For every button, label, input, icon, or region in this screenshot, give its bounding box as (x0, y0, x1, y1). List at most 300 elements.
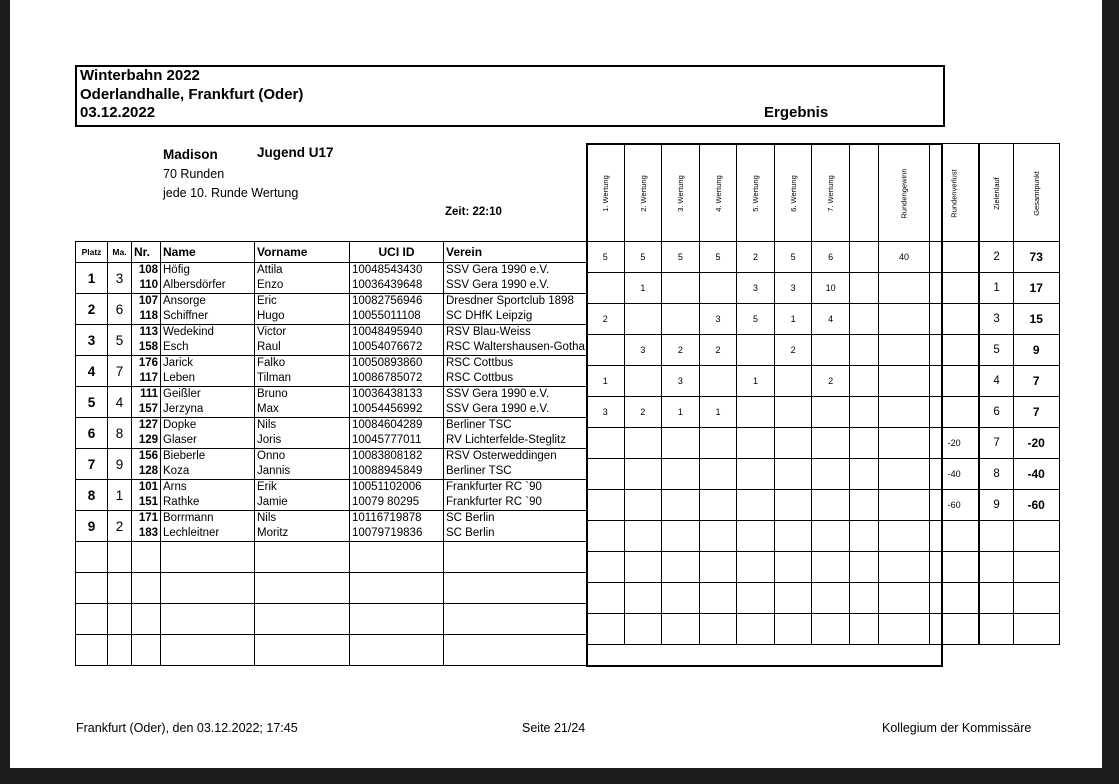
surname-cell (161, 418, 255, 449)
empty-cell (444, 635, 587, 666)
first-name-cell-line: Raul (257, 341, 281, 353)
surname-cell (161, 387, 255, 418)
empty-score-cell (929, 614, 979, 645)
results-table (75, 241, 587, 666)
score-cell (737, 490, 775, 521)
uci-id-cell-line: 10055011108 (352, 310, 421, 322)
empty-score-cell (699, 614, 737, 645)
race-time: Zeit: 22:10 (445, 206, 502, 218)
score-cell (699, 273, 737, 304)
footer-place-date: Frankfurt (Oder), den 03.12.2022; 17:45 (76, 721, 298, 735)
score-cell (929, 366, 979, 397)
empty-score-cell (737, 614, 775, 645)
surname-cell-line: Albersdörfer (163, 279, 226, 291)
score-cell (812, 428, 850, 459)
empty-table-row (76, 604, 587, 635)
score-cell (624, 304, 662, 335)
first-name-cell-line: Jamie (257, 496, 288, 508)
race-name: Madison (163, 147, 218, 162)
surname-cell-line: Leben (163, 372, 195, 384)
empty-cell (350, 635, 444, 666)
club-cell-line: Berliner TSC (446, 419, 512, 431)
score-cell (878, 335, 929, 366)
placing-cell: 5 (76, 387, 108, 418)
score-cell (849, 459, 878, 490)
empty-score-cell (587, 614, 625, 645)
score-cell: 9 (1013, 335, 1059, 366)
first-name-cell (255, 294, 350, 325)
footer-page-number: Seite 21/24 (522, 721, 586, 735)
bib-number-cell (132, 480, 161, 511)
surname-cell-line: Bieberle (163, 450, 206, 462)
empty-score-cell (662, 521, 700, 552)
club-cell (444, 480, 587, 511)
score-cell: 1 (774, 304, 812, 335)
first-name-cell-line: Tilman (257, 372, 292, 384)
surname-cell-line: Jarick (163, 357, 194, 369)
empty-score-cell (979, 583, 1013, 614)
placing-cell: 3 (76, 325, 108, 356)
score-cell: 2 (774, 335, 812, 366)
surname-cell (161, 356, 255, 387)
score-cell (774, 490, 812, 521)
table-row (76, 294, 587, 325)
club-cell-line: RSC Cottbus (446, 372, 514, 384)
score-header-cell (737, 144, 775, 242)
empty-score-cell (774, 552, 812, 583)
score-row (587, 490, 1060, 521)
club-cell-line: SSV Gera 1990 e.V. (446, 264, 550, 276)
bib-number-cell (132, 418, 161, 449)
bib-number-cell-line: 128 (138, 465, 158, 477)
footer-signatory: Kollegium der Kommissäre (882, 721, 1032, 735)
madison-number-cell: 4 (108, 387, 132, 418)
score-row (587, 428, 1060, 459)
bib-number-cell (132, 356, 161, 387)
score-cell: 7 (979, 428, 1013, 459)
bib-number-cell-line: 127 (138, 419, 158, 431)
uci-id-cell-line: 10116719878 (352, 512, 422, 524)
score-cell: 8 (979, 459, 1013, 490)
club-cell (444, 418, 587, 449)
surname-cell (161, 480, 255, 511)
empty-score-cell (929, 552, 979, 583)
score-cell: 3 (774, 273, 812, 304)
score-cell (774, 397, 812, 428)
empty-cell (161, 635, 255, 666)
score-cell (812, 397, 850, 428)
score-cell: 5 (662, 242, 700, 273)
score-cell: 5 (979, 335, 1013, 366)
empty-cell (76, 635, 108, 666)
surname-cell (161, 511, 255, 542)
score-header-label: Rundengewinn (899, 167, 909, 219)
race-scoring: jede 10. Runde Wertung (163, 186, 299, 200)
score-cell (737, 335, 775, 366)
score-header-label: 4. Wertung (713, 174, 723, 212)
club-cell-line: SSV Gera 1990 e.V. (446, 388, 550, 400)
score-header-cell (878, 144, 929, 242)
empty-cell (444, 604, 587, 635)
empty-score-cell (878, 614, 929, 645)
score-cell (624, 459, 662, 490)
surname-cell-line: Glaser (163, 434, 197, 446)
uci-id-cell-line: 10079719836 (352, 527, 423, 539)
score-header-label: Rundenverlust (949, 168, 959, 218)
club-cell (444, 263, 587, 294)
score-cell (662, 490, 700, 521)
score-cell (587, 490, 625, 521)
bib-number-cell-line: 113 (139, 326, 158, 338)
score-cell: 3 (979, 304, 1013, 335)
score-cell: 40 (878, 242, 929, 273)
empty-score-cell (849, 552, 878, 583)
uci-id-cell-line: 10054076672 (352, 341, 423, 353)
score-cell: 10 (812, 273, 850, 304)
score-cell (929, 335, 979, 366)
madison-number-cell: 7 (108, 356, 132, 387)
bib-number-cell-line: 110 (139, 279, 158, 291)
score-cell: 7 (1013, 366, 1059, 397)
score-cell: -60 (1013, 490, 1059, 521)
uci-id-cell-line: 10082756946 (352, 295, 423, 307)
club-cell-line: SC Berlin (446, 512, 495, 524)
col-verein: Verein (444, 242, 587, 263)
uci-id-cell (350, 325, 444, 356)
first-name-cell (255, 418, 350, 449)
event-date: 03.12.2022 (80, 104, 156, 121)
empty-score-cell (662, 583, 700, 614)
score-header-label: 1. Wertung (600, 174, 610, 212)
score-cell: 5 (699, 242, 737, 273)
club-cell-line: RSC Waltershausen-Gotha (446, 341, 585, 353)
score-cell (929, 242, 979, 273)
empty-score-cell (878, 521, 929, 552)
empty-score-cell (662, 552, 700, 583)
madison-number-cell: 2 (108, 511, 132, 542)
empty-cell (255, 542, 350, 573)
empty-score-cell (878, 552, 929, 583)
score-header-cell (929, 144, 979, 242)
score-cell: 1 (737, 366, 775, 397)
score-header-label: 7. Wertung (826, 174, 836, 212)
score-cell (878, 459, 929, 490)
first-name-cell (255, 325, 350, 356)
score-header-cell (587, 144, 625, 242)
surname-cell-line: Lechleitner (163, 527, 220, 539)
first-name-cell-line: Bruno (257, 388, 288, 400)
madison-number-cell: 1 (108, 480, 132, 511)
madison-number-cell: 3 (108, 263, 132, 294)
score-cell (878, 490, 929, 521)
score-cell: 2 (587, 304, 625, 335)
madison-number-cell: 6 (108, 294, 132, 325)
club-cell-line: Dresdner Sportclub 1898 (446, 295, 574, 307)
uci-id-cell-line: 10086785072 (352, 372, 423, 384)
empty-cell (108, 542, 132, 573)
score-cell (878, 304, 929, 335)
uci-id-cell-line: 10054456992 (352, 403, 423, 415)
empty-cell (132, 604, 161, 635)
first-name-cell (255, 449, 350, 480)
score-cell: 2 (624, 397, 662, 428)
madison-number-cell: 8 (108, 418, 132, 449)
empty-cell (108, 604, 132, 635)
score-table (586, 143, 1060, 645)
uci-id-cell-line: 10083808182 (352, 450, 423, 462)
surname-cell-line: Wedekind (163, 326, 214, 338)
empty-cell (161, 542, 255, 573)
score-row (587, 366, 1060, 397)
score-cell: 1 (699, 397, 737, 428)
score-cell: 1 (587, 366, 625, 397)
score-cell (929, 397, 979, 428)
score-cell: 7 (1013, 397, 1059, 428)
empty-score-cell (774, 583, 812, 614)
table-row (76, 511, 587, 542)
score-cell: 3 (662, 366, 700, 397)
score-cell: 1 (979, 273, 1013, 304)
empty-score-cell (878, 583, 929, 614)
empty-score-cell (587, 552, 625, 583)
score-header-cell (774, 144, 812, 242)
score-header-label: 3. Wertung (675, 174, 685, 212)
empty-cell (108, 573, 132, 604)
bib-number-cell (132, 263, 161, 294)
score-header-label: 6. Wertung (788, 174, 798, 212)
club-cell-line: SC Berlin (446, 527, 495, 539)
score-cell: 2 (979, 242, 1013, 273)
bib-number-cell-line: 156 (138, 450, 158, 462)
score-cell (849, 397, 878, 428)
score-header-label: 2. Wertung (638, 174, 648, 212)
score-cell: 3 (737, 273, 775, 304)
placing-cell: 6 (76, 418, 108, 449)
score-cell (849, 366, 878, 397)
score-cell (812, 459, 850, 490)
club-cell-line: RV Lichterfelde-Steglitz (446, 434, 566, 446)
score-cell (774, 459, 812, 490)
first-name-cell-line: Eric (257, 295, 277, 307)
empty-cell (350, 573, 444, 604)
club-cell (444, 511, 587, 542)
uci-id-cell-line: 10048495940 (352, 326, 423, 338)
surname-cell (161, 325, 255, 356)
surname-cell (161, 263, 255, 294)
empty-cell (132, 635, 161, 666)
score-header-label: 5. Wertung (751, 174, 761, 212)
empty-cell (255, 604, 350, 635)
first-name-cell-line: Enzo (257, 279, 284, 291)
event-title: Winterbahn 2022 (80, 67, 200, 84)
score-cell (878, 397, 929, 428)
table-row (76, 325, 587, 356)
empty-score-cell (849, 614, 878, 645)
empty-score-cell (812, 521, 850, 552)
surname-cell-line: Arns (163, 481, 187, 493)
score-header-cell (624, 144, 662, 242)
club-cell-line: SSV Gera 1990 e.V. (446, 403, 550, 415)
table-row (76, 418, 587, 449)
surname-cell (161, 294, 255, 325)
table-header-row (76, 242, 587, 263)
uci-id-cell (350, 356, 444, 387)
empty-cell (444, 573, 587, 604)
table-row (76, 449, 587, 480)
club-cell-line: Frankfurter RC `90 (446, 496, 542, 508)
surname-cell-line: Borrmann (163, 512, 214, 524)
empty-cell (76, 573, 108, 604)
empty-cell (350, 542, 444, 573)
bib-number-cell-line: 117 (139, 372, 158, 384)
score-cell (699, 366, 737, 397)
result-label: Ergebnis (764, 104, 829, 121)
first-name-cell-line: Onno (257, 450, 286, 462)
first-name-cell-line: Hugo (257, 310, 285, 322)
bib-number-cell-line: 107 (138, 295, 158, 307)
club-cell-line: SSV Gera 1990 e.V. (446, 279, 550, 291)
score-cell (662, 459, 700, 490)
uci-id-cell (350, 449, 444, 480)
empty-score-cell (774, 521, 812, 552)
first-name-cell (255, 387, 350, 418)
empty-score-row (587, 614, 1060, 645)
score-cell (774, 428, 812, 459)
empty-score-cell (979, 552, 1013, 583)
score-cell (624, 428, 662, 459)
club-cell-line: Frankfurter RC `90 (446, 481, 542, 493)
score-header-cell (812, 144, 850, 242)
placing-cell: 9 (76, 511, 108, 542)
score-cell (737, 428, 775, 459)
race-category: Jugend U17 (257, 145, 334, 160)
empty-score-row (587, 552, 1060, 583)
club-cell (444, 294, 587, 325)
surname-cell-line: Rathke (163, 496, 200, 508)
col-name: Name (161, 242, 255, 263)
empty-score-cell (737, 552, 775, 583)
uci-id-cell-line: 10036438133 (352, 388, 423, 400)
bib-number-cell-line: 158 (138, 341, 158, 353)
bib-number-cell-line: 129 (138, 434, 158, 446)
empty-score-cell (737, 521, 775, 552)
placing-cell: 2 (76, 294, 108, 325)
score-cell (587, 459, 625, 490)
empty-score-row (587, 521, 1060, 552)
first-name-cell (255, 511, 350, 542)
empty-score-cell (979, 521, 1013, 552)
score-header-cell (1013, 144, 1059, 242)
first-name-cell-line: Nils (257, 419, 277, 431)
score-cell: 3 (587, 397, 625, 428)
bib-number-cell-line: 108 (138, 264, 158, 276)
empty-score-cell (774, 614, 812, 645)
first-name-cell-line: Nils (257, 512, 277, 524)
empty-score-cell (1013, 583, 1059, 614)
score-header-cell (699, 144, 737, 242)
score-cell (699, 459, 737, 490)
placing-cell: 1 (76, 263, 108, 294)
first-name-cell-line: Joris (257, 434, 282, 446)
uci-id-cell-line: 10036439648 (352, 279, 423, 291)
surname-cell (161, 449, 255, 480)
placing-cell: 8 (76, 480, 108, 511)
first-name-cell-line: Falko (257, 357, 286, 369)
bib-number-cell (132, 294, 161, 325)
score-cell (624, 490, 662, 521)
surname-cell-line: Dopke (163, 419, 197, 431)
score-cell: 2 (699, 335, 737, 366)
empty-cell (76, 604, 108, 635)
score-header-row (587, 144, 1060, 242)
first-name-cell (255, 263, 350, 294)
score-cell (662, 273, 700, 304)
first-name-cell (255, 356, 350, 387)
col-nr: Nr. (132, 242, 161, 263)
empty-score-cell (624, 552, 662, 583)
bib-number-cell-line: 171 (138, 512, 158, 524)
club-cell (444, 449, 587, 480)
first-name-cell-line: Max (257, 403, 279, 415)
score-cell: 6 (979, 397, 1013, 428)
col-platz: Platz (76, 242, 108, 263)
uci-id-cell (350, 418, 444, 449)
score-cell: 4 (812, 304, 850, 335)
club-cell (444, 356, 587, 387)
bib-number-cell-line: 101 (138, 481, 158, 493)
club-cell-line: RSV Osterweddingen (446, 450, 557, 462)
uci-id-cell-line: 10048543430 (352, 264, 423, 276)
score-cell: -40 (1013, 459, 1059, 490)
surname-cell-line: Koza (163, 465, 190, 477)
bib-number-cell-line: 151 (138, 496, 158, 508)
score-cell: 3 (699, 304, 737, 335)
score-cell (774, 366, 812, 397)
empty-score-cell (1013, 552, 1059, 583)
uci-id-cell (350, 387, 444, 418)
empty-score-cell (587, 583, 625, 614)
club-cell-line: RSV Blau-Weiss (446, 326, 531, 338)
score-cell: -60 (929, 490, 979, 521)
placing-cell: 7 (76, 449, 108, 480)
first-name-cell-line: Moritz (257, 527, 289, 539)
score-cell: -20 (929, 428, 979, 459)
empty-score-cell (1013, 614, 1059, 645)
surname-cell-line: Ansorge (163, 295, 206, 307)
score-cell (587, 273, 625, 304)
score-cell: 1 (662, 397, 700, 428)
score-cell (849, 428, 878, 459)
score-cell: 1 (624, 273, 662, 304)
empty-cell (108, 635, 132, 666)
score-cell (587, 428, 625, 459)
score-cell: 5 (587, 242, 625, 273)
score-cell (929, 304, 979, 335)
document-page (10, 0, 1102, 768)
score-cell (849, 490, 878, 521)
empty-score-cell (979, 614, 1013, 645)
score-header-cell (662, 144, 700, 242)
placing-cell: 4 (76, 356, 108, 387)
uci-id-cell-line: 10084604289 (352, 419, 423, 431)
first-name-cell (255, 480, 350, 511)
score-cell (849, 242, 878, 273)
score-cell (812, 335, 850, 366)
score-cell: 3 (624, 335, 662, 366)
empty-score-cell (929, 583, 979, 614)
surname-cell-line: Geißler (163, 388, 201, 400)
empty-score-cell (812, 552, 850, 583)
